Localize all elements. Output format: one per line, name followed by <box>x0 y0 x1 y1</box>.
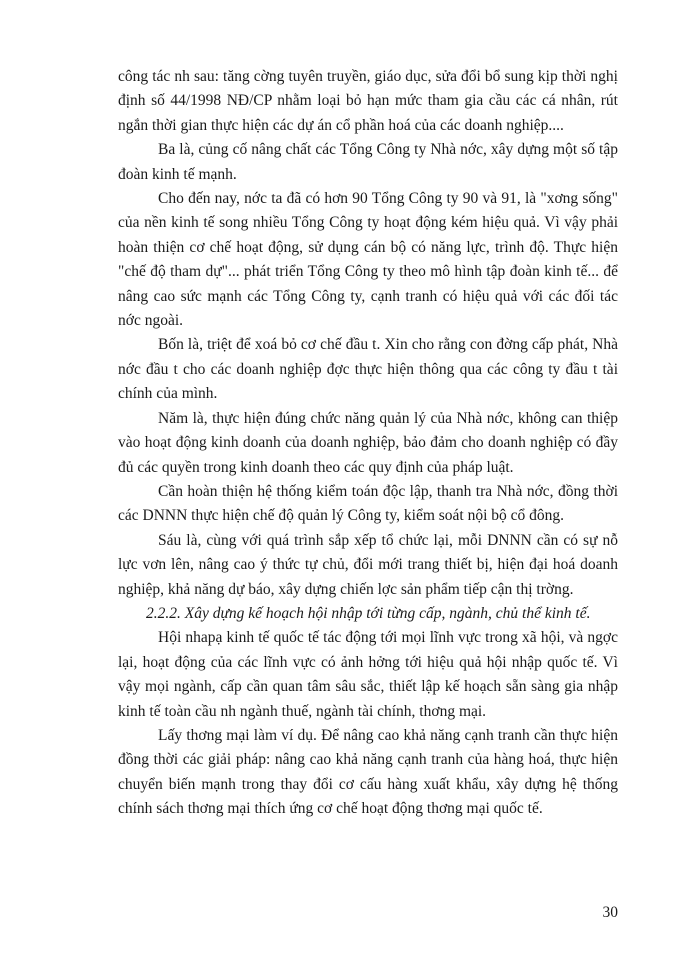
paragraph-sau-la: Sáu là, cùng với quá trình sắp xếp tổ chức lại, mỗi DNNN cần có sự nỗ lực vơn lên, nâng cao ý thức tự chủ, đổi mới trang thiết bị, hiện đại hoá doanh nghiệp, khả năng dự báo, xây dựng chiến lợc sản phẩm tiếp cận thị trờng. <box>118 531 618 598</box>
paragraph-ba-la: Ba là, củng cố nâng chất các Tổng Công ty Nhà nớc, xây dựng một số tập đoàn kinh tế mạnh. <box>118 141 618 183</box>
paragraph-tong-cong-ty: Cho đến nay, nớc ta đã có hơn 90 Tổng Công ty 90 và 91, là "xơng sống" của nền kinh tế song nhiều Tổng Công ty hoạt động kém hiệu quả. Vì vậy phải hoàn thiện cơ chế hoạt động, sử dụng cán bộ có năng lực, trình độ. Thực hiện "chế độ tham dự"... phát triển Tổng Công ty theo mô hình tập đoàn kinh tế... để nâng cao sức mạnh các Tổng Công ty, cạnh tranh có hiệu quả với các đối tác nớc ngoài. <box>118 190 618 330</box>
paragraph-kiem-toan: Cần hoàn thiện hệ thống kiểm toán độc lập, thanh tra Nhà nớc, đồng thời các DNNN thực hiện chế độ quản lý Công ty, kiểm soát nội bộ cổ đông. <box>118 482 618 525</box>
paragraph-nam-la: Năm là, thực hiện đúng chức năng quản lý của Nhà nớc, không can thiệp vào hoạt động kinh doanh của doanh nghiệp, bảo đảm cho doanh nghiệp có đầy đủ các quyền trong kinh doanh theo các quy định của pháp luật. <box>118 409 618 476</box>
paragraph-thuong-mai: Lấy thơng mại làm ví dụ. Để nâng cao khả năng cạnh tranh cần thực hiện đồng thời các giải pháp: nâng cao khả năng cạnh tranh của hàng hoá, thực hiện chuyển biến mạnh trong thay đổi cơ cấu hàng xuất khẩu, xây dựng hệ thống chính sách thơng mại thích ứng cơ chế hoạt động thơng mại quốc tế. <box>118 726 618 818</box>
section-heading-2-2-2: 2.2.2. Xây dựng kế hoạch hội nhập tới từng cấp, ngành, chủ thể kinh tế. <box>146 604 591 622</box>
page-number: 30 <box>602 904 618 921</box>
paragraph-bon-la: Bốn là, triệt để xoá bỏ cơ chế đầu t. Xin cho rằng con đờng cấp phát, Nhà nớc đầu t cho các doanh nghiệp đợc thực hiện thông qua các công ty đầu t tài chính của mình. <box>118 336 618 403</box>
paragraph-continuation: công tác nh sau: tăng cờng tuyên truyền, giáo dục, sửa đổi bổ sung kịp thời nghị định số 44/1998 NĐ/CP nhằm loại bỏ hạn mức tham gia cầu các cá nhân, rút ngắn thời gian thực hiện các dự án cổ phần hoá của các doanh nghiệp.... <box>118 68 618 134</box>
paragraph-hoi-nhap: Hội nhapạ kinh tế quốc tế tác động tới mọi lĩnh vực trong xã hội, và ngợc lại, hoạt động của các lĩnh vực có ảnh hởng tới hiệu quả hội nhập quốc tế. Vì vậy mọi ngành, cấp cần quan tâm sâu sắc, thiết lập kế hoạch sẵn sàng gia nhập kinh tế toàn cầu nh ngành thuế, ngành tài chính, thơng mại. <box>118 629 618 720</box>
document-body <box>118 65 618 822</box>
